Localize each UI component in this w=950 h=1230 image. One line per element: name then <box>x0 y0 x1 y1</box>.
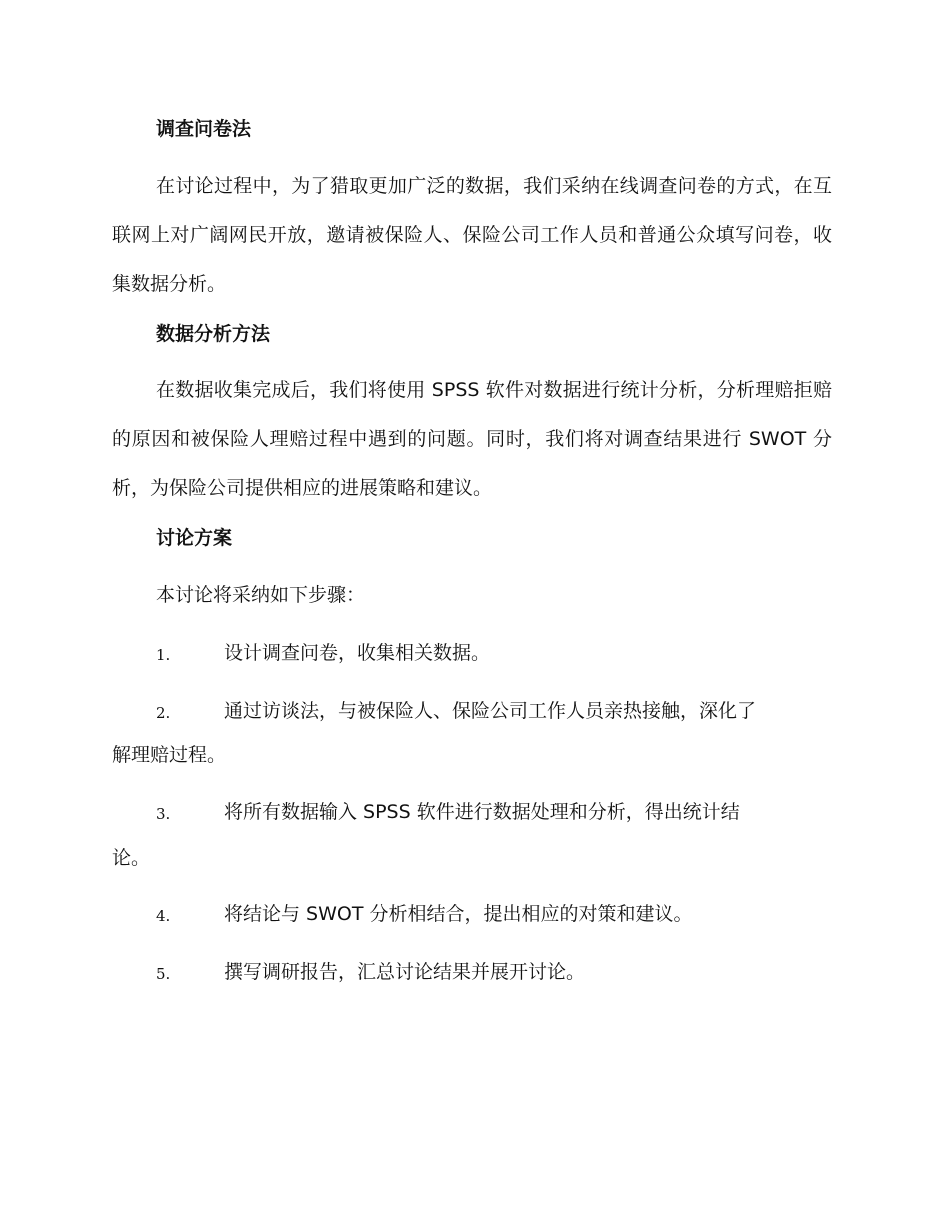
step-number: 5. <box>156 965 171 983</box>
step-number: 4. <box>156 907 171 925</box>
step-text: 将所有数据输入 SPSS 软件进行数据处理和分析，得出统计结 <box>224 801 740 823</box>
section-paragraph-analysis: 在数据收集完成后，我们将使用 SPSS 软件对数据进行统计分析，分析理赔拒赔的原因和被保险人理赔过程中遇到的问题。同时，我们将对调查结果进行 SWOT 分析，为保险公司提供相应的进展策略和建议。 <box>112 379 832 499</box>
step-text: 撰写调研报告，汇总讨论结果并展开讨论。 <box>224 961 586 983</box>
step-number: 1. <box>156 646 171 664</box>
step-text: 通过访谈法，与被保险人、保险公司工作人员亲热接触，深化了 <box>224 700 757 722</box>
section-heading-questionnaire: 调查问卷法 <box>156 118 252 140</box>
step-text-continuation: 论。 <box>112 847 151 869</box>
section-paragraph-questionnaire: 在讨论过程中，为了猎取更加广泛的数据，我们采纳在线调查问卷的方式，在互联网上对广阔网民开放，邀请被保险人、保险公司工作人员和普通公众填写问卷，收集数据分析。 <box>112 175 832 295</box>
section-heading-plan: 讨论方案 <box>156 527 233 549</box>
step-text: 设计调查问卷，收集相关数据。 <box>224 642 491 664</box>
section-heading-analysis: 数据分析方法 <box>156 323 271 345</box>
step-number: 3. <box>156 805 171 823</box>
step-text-continuation: 解理赔过程。 <box>112 744 227 766</box>
plan-intro: 本讨论将采纳如下步骤： <box>156 584 366 606</box>
step-text: 将结论与 SWOT 分析相结合，提出相应的对策和建议。 <box>224 903 693 925</box>
step-number: 2. <box>156 704 171 722</box>
